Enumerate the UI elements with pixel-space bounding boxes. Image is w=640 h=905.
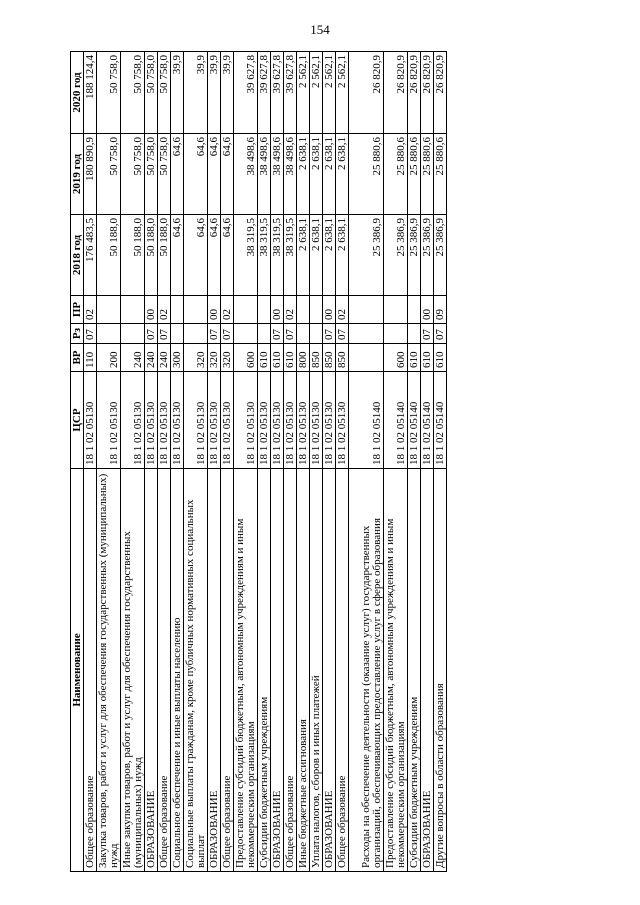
cell-csr: 18 1 02 05140	[434, 372, 447, 469]
cell-name: ОБРАЗОВАНИЕ	[271, 469, 284, 872]
header-csr: ЦСР	[71, 372, 84, 469]
table-row	[408, 52, 421, 872]
cell-vr: 600	[234, 344, 258, 372]
cell-csr: 18 1 02 05140	[384, 372, 408, 469]
cell-2020: 50 758,0	[121, 52, 145, 134]
cell-pr	[171, 296, 184, 324]
cell-2019: 64,6	[221, 134, 234, 215]
cell-csr: 18 1 02 05130	[258, 372, 271, 469]
cell-rz: 07	[434, 324, 447, 344]
cell-pr	[310, 296, 323, 324]
rotated-table-frame	[70, 52, 600, 872]
cell-csr: 18 1 02 05130	[297, 372, 310, 469]
header-2019: 2019 год	[71, 134, 84, 215]
cell-2020: 2 562,1	[336, 52, 349, 134]
cell-2020: 50 758,0	[145, 52, 158, 134]
cell-vr: 240	[158, 344, 171, 372]
cell-rz: 07	[221, 324, 234, 344]
cell-rz	[349, 324, 384, 344]
cell-2018: 38 319,5	[258, 215, 271, 296]
cell-csr: 18 1 02 05130	[158, 372, 171, 469]
cell-pr	[349, 296, 384, 324]
cell-2018: 64,6	[221, 215, 234, 296]
table-row	[323, 52, 336, 872]
cell-pr: 00	[421, 296, 434, 324]
header-vr: ВР	[71, 344, 84, 372]
cell-2020: 26 820,9	[421, 52, 434, 134]
rotated-table-content	[70, 52, 600, 872]
cell-name: ОБРАЗОВАНИЕ	[323, 469, 336, 872]
cell-name: Общее образование	[221, 469, 234, 872]
cell-2019: 180 890,9	[84, 134, 97, 215]
table-row	[171, 52, 184, 872]
cell-2018: 50 188,0	[97, 215, 121, 296]
cell-vr: 300	[171, 344, 184, 372]
cell-2019: 50 758,0	[158, 134, 171, 215]
header-2020: 2020 год	[71, 52, 84, 134]
cell-2020: 50 758,0	[158, 52, 171, 134]
cell-vr: 610	[271, 344, 284, 372]
cell-vr: 800	[297, 344, 310, 372]
cell-2019: 50 758,0	[145, 134, 158, 215]
cell-2019: 2 638,1	[323, 134, 336, 215]
cell-2020: 39 627,8	[258, 52, 271, 134]
cell-2019: 50 758,0	[97, 134, 121, 215]
cell-2019: 2 638,1	[310, 134, 323, 215]
cell-vr: 600	[384, 344, 408, 372]
cell-2020: 2 562,1	[323, 52, 336, 134]
cell-2018: 2 638,1	[297, 215, 310, 296]
cell-rz: 07	[84, 324, 97, 344]
cell-name: Общее образование	[284, 469, 297, 872]
table-row	[184, 52, 208, 872]
cell-rz: 07	[421, 324, 434, 344]
cell-csr: 18 1 02 05130	[145, 372, 158, 469]
cell-csr: 18 1 02 05130	[121, 372, 145, 469]
cell-2020: 26 820,9	[434, 52, 447, 134]
cell-vr: 610	[434, 344, 447, 372]
cell-pr	[408, 296, 421, 324]
cell-csr: 18 1 02 05140	[408, 372, 421, 469]
cell-vr: 610	[258, 344, 271, 372]
cell-csr: 18 1 02 05130	[208, 372, 221, 469]
cell-rz	[121, 324, 145, 344]
cell-name: Социальные выплаты гражданам, кроме публичных нормативных социальных выплат	[184, 469, 208, 872]
cell-name: ОБРАЗОВАНИЕ	[421, 469, 434, 872]
cell-2018: 38 319,5	[271, 215, 284, 296]
cell-name: Субсидии бюджетным учреждениям	[408, 469, 421, 872]
cell-csr: 18 1 02 05130	[310, 372, 323, 469]
cell-name: ОБРАЗОВАНИЕ	[208, 469, 221, 872]
header-2018: 2018 год	[71, 215, 84, 296]
cell-pr	[384, 296, 408, 324]
cell-vr: 320	[221, 344, 234, 372]
cell-csr: 18 1 02 05130	[234, 372, 258, 469]
cell-name: ОБРАЗОВАНИЕ	[145, 469, 158, 872]
cell-2018: 64,6	[208, 215, 221, 296]
cell-rz: 07	[271, 324, 284, 344]
cell-rz: 07	[158, 324, 171, 344]
table-row	[297, 52, 310, 872]
cell-name: Общее образование	[84, 469, 97, 872]
cell-2020: 26 820,9	[349, 52, 384, 134]
table-body	[84, 52, 447, 872]
cell-pr: 02	[84, 296, 97, 324]
cell-rz: 07	[323, 324, 336, 344]
cell-2018: 25 386,9	[434, 215, 447, 296]
cell-2018: 2 638,1	[310, 215, 323, 296]
cell-2018: 25 386,9	[421, 215, 434, 296]
cell-2019: 38 498,6	[258, 134, 271, 215]
table-header-row	[71, 52, 84, 872]
cell-2020: 2 562,1	[310, 52, 323, 134]
cell-pr: 02	[221, 296, 234, 324]
budget-table	[70, 51, 447, 872]
cell-2018: 64,6	[184, 215, 208, 296]
cell-2018: 50 188,0	[158, 215, 171, 296]
cell-2019: 25 880,6	[408, 134, 421, 215]
cell-2018: 2 638,1	[336, 215, 349, 296]
cell-2018: 50 188,0	[145, 215, 158, 296]
cell-csr: 18 1 02 05130	[184, 372, 208, 469]
cell-2019: 25 880,6	[349, 134, 384, 215]
cell-rz	[97, 324, 121, 344]
header-pr: ПР	[71, 296, 84, 324]
table-row	[349, 52, 384, 872]
cell-2019: 25 880,6	[434, 134, 447, 215]
table-row	[258, 52, 271, 872]
cell-2019: 38 498,6	[271, 134, 284, 215]
cell-name: Предоставление субсидий бюджетным, автономным учреждениям и иным некоммерческим организациям	[234, 469, 258, 872]
table-row	[421, 52, 434, 872]
cell-pr: 09	[434, 296, 447, 324]
cell-name: Общее образование	[158, 469, 171, 872]
cell-vr: 610	[408, 344, 421, 372]
cell-2019: 64,6	[208, 134, 221, 215]
cell-rz	[297, 324, 310, 344]
table-row	[221, 52, 234, 872]
cell-rz	[171, 324, 184, 344]
cell-2020: 39 627,8	[234, 52, 258, 134]
cell-2019: 64,6	[171, 134, 184, 215]
cell-csr: 18 1 02 05130	[97, 372, 121, 469]
cell-2019: 50 758,0	[121, 134, 145, 215]
cell-pr: 02	[336, 296, 349, 324]
table-row	[384, 52, 408, 872]
cell-csr: 18 1 02 05130	[271, 372, 284, 469]
cell-2019: 38 498,6	[234, 134, 258, 215]
cell-2020: 39,9	[208, 52, 221, 134]
cell-2019: 38 498,6	[284, 134, 297, 215]
table-row	[336, 52, 349, 872]
cell-name: Предоставление субсидий бюджетным, автономным учреждениям и иным некоммерческим организациям	[384, 469, 408, 872]
cell-vr: 850	[336, 344, 349, 372]
cell-rz	[310, 324, 323, 344]
cell-name: Субсидии бюджетным учреждениям	[258, 469, 271, 872]
table-row	[310, 52, 323, 872]
cell-2018: 25 386,9	[349, 215, 384, 296]
cell-vr: 850	[310, 344, 323, 372]
cell-2018: 38 319,5	[234, 215, 258, 296]
table-row	[158, 52, 171, 872]
cell-rz	[384, 324, 408, 344]
cell-vr: 200	[97, 344, 121, 372]
cell-vr: 110	[84, 344, 97, 372]
cell-2018: 38 319,5	[284, 215, 297, 296]
cell-2020: 39,9	[184, 52, 208, 134]
cell-csr: 18 1 02 05130	[171, 372, 184, 469]
cell-rz: 07	[208, 324, 221, 344]
cell-rz	[408, 324, 421, 344]
table-row	[271, 52, 284, 872]
cell-2018: 50 188,0	[121, 215, 145, 296]
cell-2020: 39 627,8	[271, 52, 284, 134]
cell-name: Социальное обеспечение и иные выплаты населению	[171, 469, 184, 872]
cell-name: Уплата налогов, сборов и иных платежей	[310, 469, 323, 872]
cell-vr: 240	[121, 344, 145, 372]
cell-2020: 39,9	[221, 52, 234, 134]
table-row	[97, 52, 121, 872]
cell-2019: 64,6	[184, 134, 208, 215]
cell-csr: 18 1 02 05130	[336, 372, 349, 469]
cell-pr: 02	[284, 296, 297, 324]
cell-rz	[234, 324, 258, 344]
cell-vr: 320	[184, 344, 208, 372]
cell-2020: 2 562,1	[297, 52, 310, 134]
cell-pr: 00	[271, 296, 284, 324]
cell-rz: 07	[284, 324, 297, 344]
cell-csr: 18 1 02 05130	[84, 372, 97, 469]
cell-name: Расходы на обеспечение деятельности (оказание услуг) государственных организаций, обеспечивающих предоставление услуг в сфере образования	[349, 469, 384, 872]
cell-pr	[297, 296, 310, 324]
cell-vr: 610	[421, 344, 434, 372]
cell-2018: 2 638,1	[323, 215, 336, 296]
cell-csr: 18 1 02 05130	[323, 372, 336, 469]
page-number: 154	[310, 22, 330, 37]
cell-rz	[258, 324, 271, 344]
cell-name: Общее образование	[336, 469, 349, 872]
cell-2020: 188 124,4	[84, 52, 97, 134]
cell-2018: 64,6	[171, 215, 184, 296]
cell-pr	[97, 296, 121, 324]
cell-vr: 320	[208, 344, 221, 372]
header-rz: Рз	[71, 324, 84, 344]
cell-pr	[121, 296, 145, 324]
cell-pr: 02	[158, 296, 171, 324]
cell-2020: 39,9	[171, 52, 184, 134]
cell-2019: 2 638,1	[297, 134, 310, 215]
table-row	[234, 52, 258, 872]
cell-vr: 610	[284, 344, 297, 372]
cell-2018: 176 483,5	[84, 215, 97, 296]
cell-2019: 25 880,6	[421, 134, 434, 215]
cell-name: Иные закупки товаров, работ и услуг для обеспечения государственных (муниципальных) нужд	[121, 469, 145, 872]
cell-2019: 25 880,6	[384, 134, 408, 215]
cell-pr	[184, 296, 208, 324]
cell-pr	[234, 296, 258, 324]
cell-csr: 18 1 02 05130	[284, 372, 297, 469]
cell-2020: 39 627,8	[284, 52, 297, 134]
cell-2020: 50 758,0	[97, 52, 121, 134]
table-row	[121, 52, 145, 872]
cell-csr: 18 1 02 05130	[221, 372, 234, 469]
cell-2020: 26 820,9	[408, 52, 421, 134]
cell-csr: 18 1 02 05140	[349, 372, 384, 469]
cell-name: Закупка товаров, работ и услуг для обеспечения государственных (муниципальных) нужд	[97, 469, 121, 872]
cell-2020: 26 820,9	[384, 52, 408, 134]
cell-name: Иные бюджетные ассигнования	[297, 469, 310, 872]
cell-rz: 07	[145, 324, 158, 344]
table-row	[84, 52, 97, 872]
cell-pr	[258, 296, 271, 324]
cell-vr: 850	[323, 344, 336, 372]
cell-rz: 07	[336, 324, 349, 344]
cell-vr	[349, 344, 384, 372]
cell-2018: 25 386,9	[384, 215, 408, 296]
table-row	[145, 52, 158, 872]
cell-csr: 18 1 02 05140	[421, 372, 434, 469]
table-row	[284, 52, 297, 872]
cell-pr: 00	[323, 296, 336, 324]
cell-vr: 240	[145, 344, 158, 372]
cell-2019: 2 638,1	[336, 134, 349, 215]
cell-pr: 00	[145, 296, 158, 324]
cell-2018: 25 386,9	[408, 215, 421, 296]
header-name: Наименование	[71, 469, 84, 872]
cell-name: Другие вопросы в области образования	[434, 469, 447, 872]
cell-pr: 00	[208, 296, 221, 324]
cell-rz	[184, 324, 208, 344]
table-row	[208, 52, 221, 872]
table-row	[434, 52, 447, 872]
